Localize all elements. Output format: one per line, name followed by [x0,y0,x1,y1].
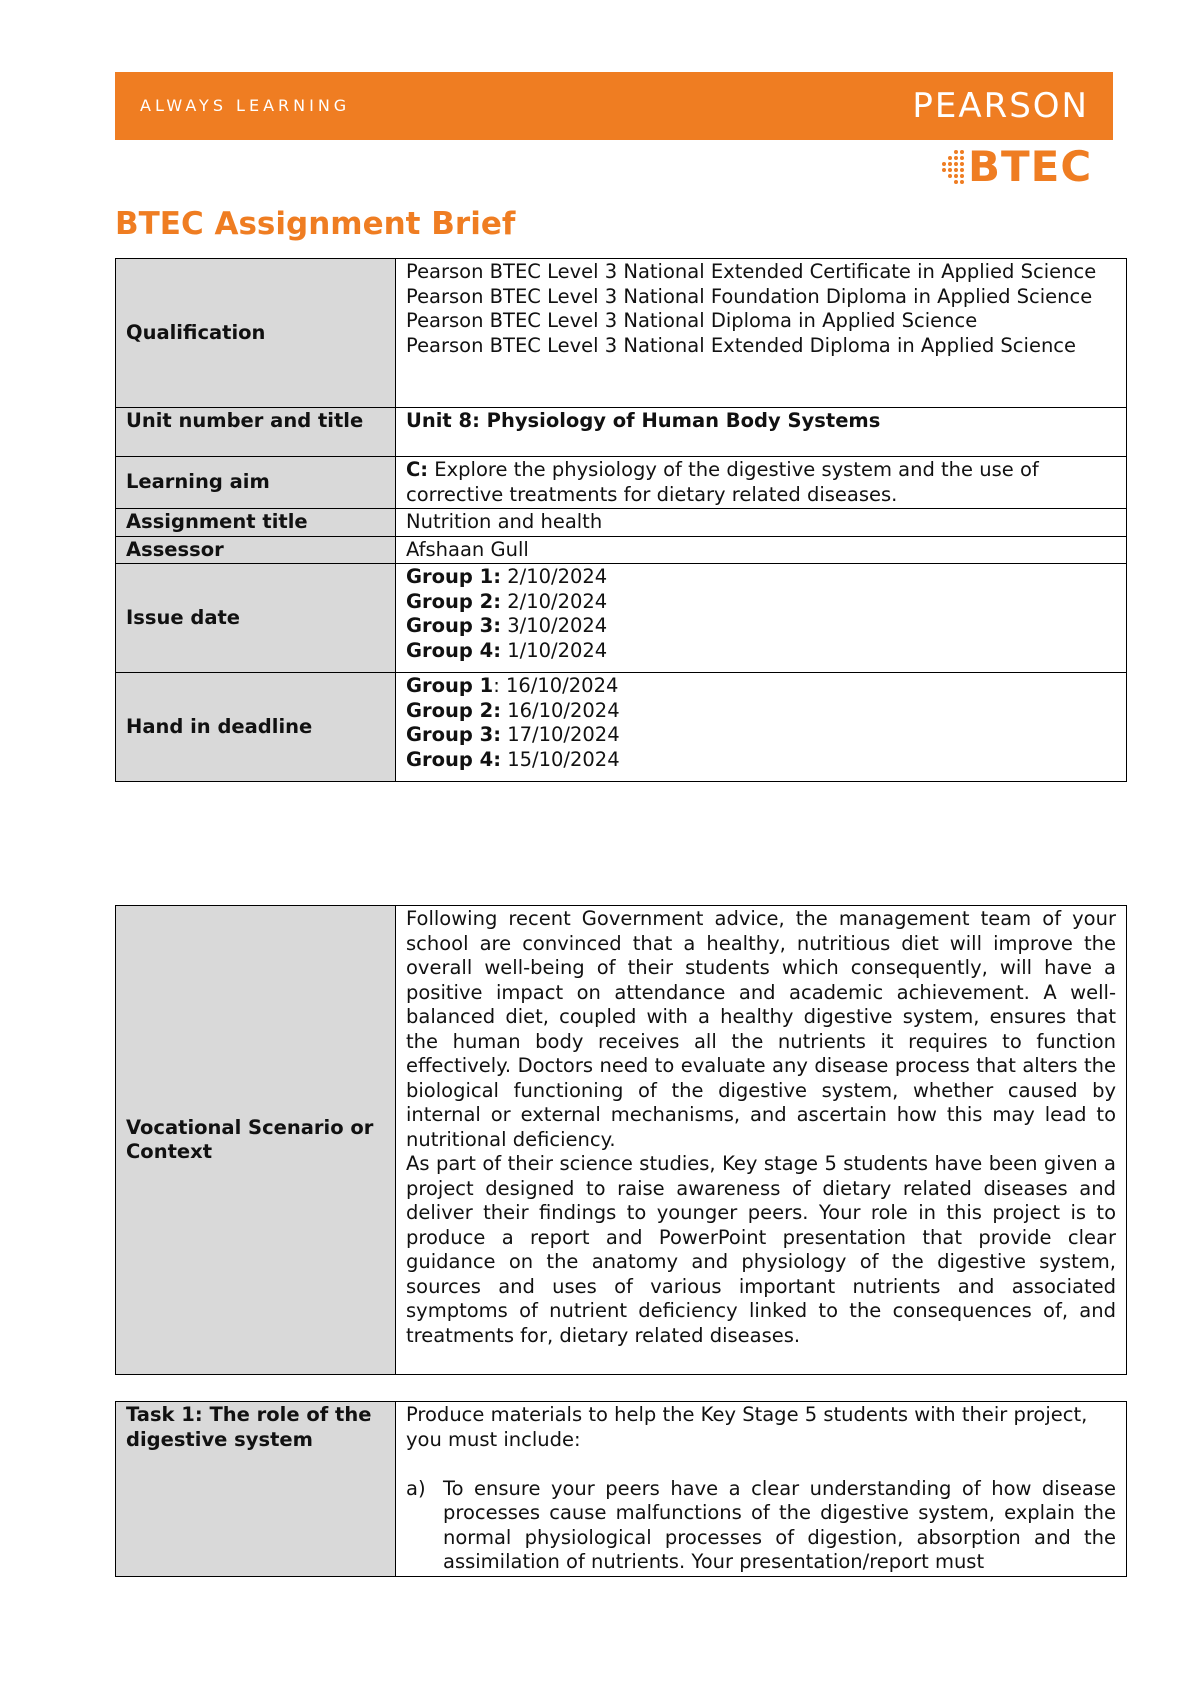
scenario-paragraph: As part of their science studies, Key stage 5 students have been given a project designed to raise awareness of dietary related diseases and deliver their findings to younger peers. Your role in this project is to produce a report and PowerPoint presentation that provide clear guidance on the anatomy and physiology of the digestive system, sources and uses of various important nutrients and associated symptoms of nutrient deficiency linked to the consequences of, and treatments for, dietary related diseases. [406,1152,1116,1347]
task1-item-a-text: To ensure your peers have a clear understanding of how disease processes cause malfunctions of the digestive system, explain the normal physiological processes of digestion, absorption and the assimilation of nutrients. Your presentation/report must [443,1476,1116,1573]
task1-content [396,1402,1127,1577]
group-name: Group 1: [406,565,502,588]
group-name: Group 2: [406,589,502,613]
task1-label: Task 1: The role of the digestive system [116,1402,396,1577]
deadline-item [406,699,1116,724]
group-name: Group 4: [406,638,502,662]
qualification-item: Pearson BTEC Level 3 National Diploma in Applied Science [406,309,978,332]
assessor-value: Afshaan Gull [396,536,1127,564]
issue-date-item [406,639,1116,664]
task1-intro: Produce materials to help the Key Stage 5 students with their project, you must include: [406,1403,1088,1451]
learning-aim-code: C: [406,458,429,481]
qualification-values [396,259,1127,408]
assignment-title-row [116,509,1127,537]
issue-date-row [116,564,1127,673]
group-name: Group 4: [406,747,502,771]
deadline-item [406,723,1116,748]
task1-item-a [406,1477,1116,1575]
tagline: ALWAYS LEARNING [140,96,351,115]
scenario-text [396,906,1127,1375]
group-name: Group 3: [406,614,502,637]
header-banner [115,72,1113,140]
assessor-label: Assessor [116,536,396,564]
unit-row [116,408,1127,457]
scenario-table [115,905,1127,1375]
group-date: 2/10/2024 [501,565,608,588]
assignment-title-value: Nutrition and health [396,509,1127,537]
group-date: 16/10/2024 [501,698,620,722]
deadline-item [406,748,1116,773]
issue-date-values [396,564,1127,673]
task-table [115,1401,1127,1577]
learning-aim-row [116,457,1127,509]
details-table [115,258,1127,782]
list-marker: a) [406,1476,426,1500]
group-date: 17/10/2024 [501,723,620,746]
btec-wordmark: BTEC [968,142,1093,191]
deadline-values [396,673,1127,782]
deadline-row [116,673,1127,782]
btec-logo [940,144,1115,192]
group-name: Group 2: [406,698,502,722]
learning-aim-value [396,457,1127,509]
assessor-row [116,536,1127,564]
scenario-row [116,906,1127,1375]
group-date: : 16/10/2024 [493,674,619,697]
issue-date-item [406,565,1116,590]
group-name: Group 3: [406,723,502,746]
qualification-item: Pearson BTEC Level 3 National Foundation Diploma in Applied Science [406,284,1093,308]
scenario-paragraph: Following recent Government advice, the management team of your school are convinced that a healthy, nutritious diet will improve the overall well-being of their students which consequently, will have a positive impact on attendance and academic achievement. A well-balanced diet, coupled with a healthy digestive system, ensures that the human body receives all the nutrients it requires to function effectively. Doctors need to evaluate any disease process that alters the biological functioning of the digestive system, whether caused by internal or external mechanisms, and ascertain how this may lead to nutritional deficiency. [406,907,1116,1151]
page-title: BTEC Assignment Brief [115,206,516,242]
learning-aim-label: Learning aim [116,457,396,509]
scenario-label: Vocational Scenario or Context [116,906,396,1375]
qualification-row [116,259,1127,408]
assignment-title-label: Assignment title [116,509,396,537]
group-name: Group 1 [406,674,494,697]
group-date: 1/10/2024 [501,638,608,662]
qualification-item: Pearson BTEC Level 3 National Extended Certificate in Applied Science [406,260,1097,283]
issue-date-item [406,614,1116,639]
btec-dots-icon [940,150,968,186]
group-date: 3/10/2024 [501,614,608,637]
pearson-logo: PEARSON [912,86,1089,126]
issue-date-item [406,590,1116,615]
spacer [406,1452,1116,1477]
deadline-label: Hand in deadline [116,673,396,782]
qualification-item: Pearson BTEC Level 3 National Extended Diploma in Applied Science [406,333,1077,357]
learning-aim-text: Explore the physiology of the digestive system and the use of corrective treatments for dietary related diseases. [406,458,1039,506]
unit-label: Unit number and title [116,408,396,457]
unit-value: Unit 8: Physiology of Human Body Systems [396,408,1127,457]
group-date: 15/10/2024 [501,747,620,771]
qualification-label: Qualification [116,259,396,408]
task1-row [116,1402,1127,1577]
issue-date-label: Issue date [116,564,396,673]
deadline-item [406,674,1116,699]
group-date: 2/10/2024 [501,589,608,613]
